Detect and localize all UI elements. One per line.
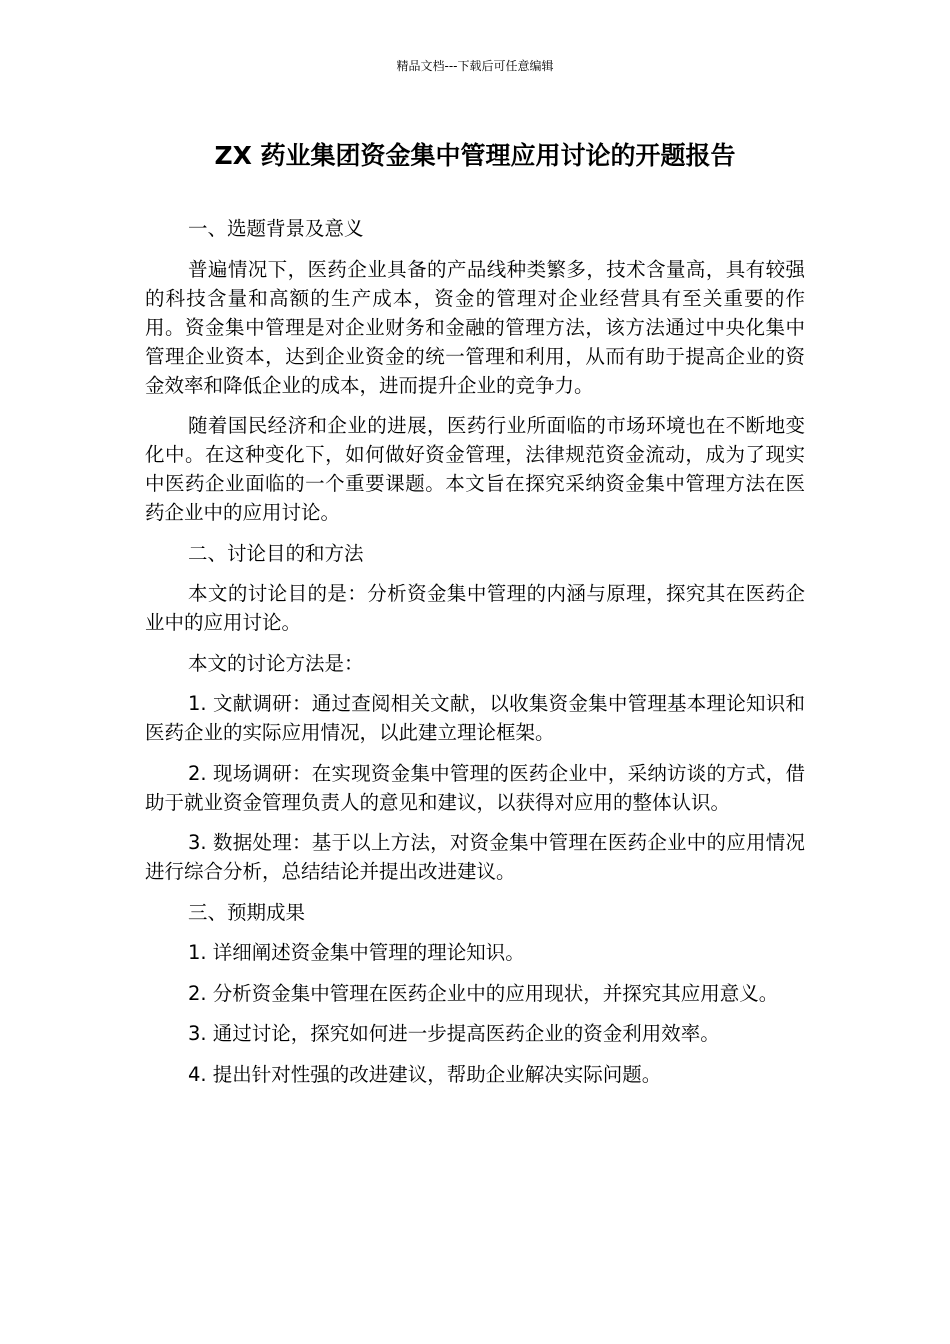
method-item-3: 3. 数据处理：基于以上方法，对资金集中管理在医药企业中的应用情况进行综合分析，总结结论并提出改进建议。 [145, 831, 805, 883]
result-item-3: 3. 通过讨论，探究如何进一步提高医药企业的资金利用效率。 [188, 1022, 720, 1045]
method-item-2: 2. 现场调研：在实现资金集中管理的医药企业中，采纳访谈的方式，借助于就业资金管理负责人的意见和建议，以获得对应用的整体认识。 [145, 761, 805, 814]
result-item-2: 2. 分析资金集中管理在医药企业中的应用现状，并探究其应用意义。 [188, 981, 779, 1005]
result-item-1: 1. 详细阐述资金集中管理的理论知识。 [188, 941, 525, 964]
result-item-4: 4. 提出针对性强的改进建议，帮助企业解决实际问题。 [188, 1062, 662, 1086]
paragraph-background-2: 随着国民经济和企业的进展，医药行业所面临的市场环境也在不断地变化中。在这种变化下，如何做好资金管理，法律规范资金流动，成为了现实中医药企业面临的一个重要课题。本文旨在探究采纳资金集中管理方法在医药企业中的应用讨论。 [145, 414, 805, 524]
document-body [145, 214, 805, 1100]
paragraph-purpose: 本文的讨论目的是：分析资金集中管理的内涵与原理，探究其在医药企业中的应用讨论。 [145, 582, 805, 634]
section-heading-background: 一、选题背景及意义 [188, 217, 364, 240]
paragraph-background-1: 普遍情况下，医药企业具备的产品线种类繁多，技术含量高，具有较强的科技含量和高额的生产成本，资金的管理对企业经营具有至关重要的作用。资金集中管理是对企业财务和金融的管理方法，该方法通过中央化集中管理企业资本，达到企业资金的统一管理和利用，从而有助于提高企业的资金效率和降低企业的成本，进而提升企业的竞争力。 [145, 257, 805, 397]
document-title: ZX 药业集团资金集中管理应用讨论的开题报告 [214, 141, 736, 170]
method-item-1: 1. 文献调研：通过查阅相关文献，以收集资金集中管理基本理论知识和医药企业的实际应用情况，以此建立理论框架。 [145, 692, 805, 744]
section-heading-expected-results: 三、预期成果 [188, 900, 306, 924]
header-note: 精品文档---下载后可任意编辑 [396, 59, 554, 73]
section-heading-purpose-method: 二、讨论目的和方法 [188, 541, 364, 565]
paragraph-method-intro: 本文的讨论方法是： [188, 651, 364, 675]
